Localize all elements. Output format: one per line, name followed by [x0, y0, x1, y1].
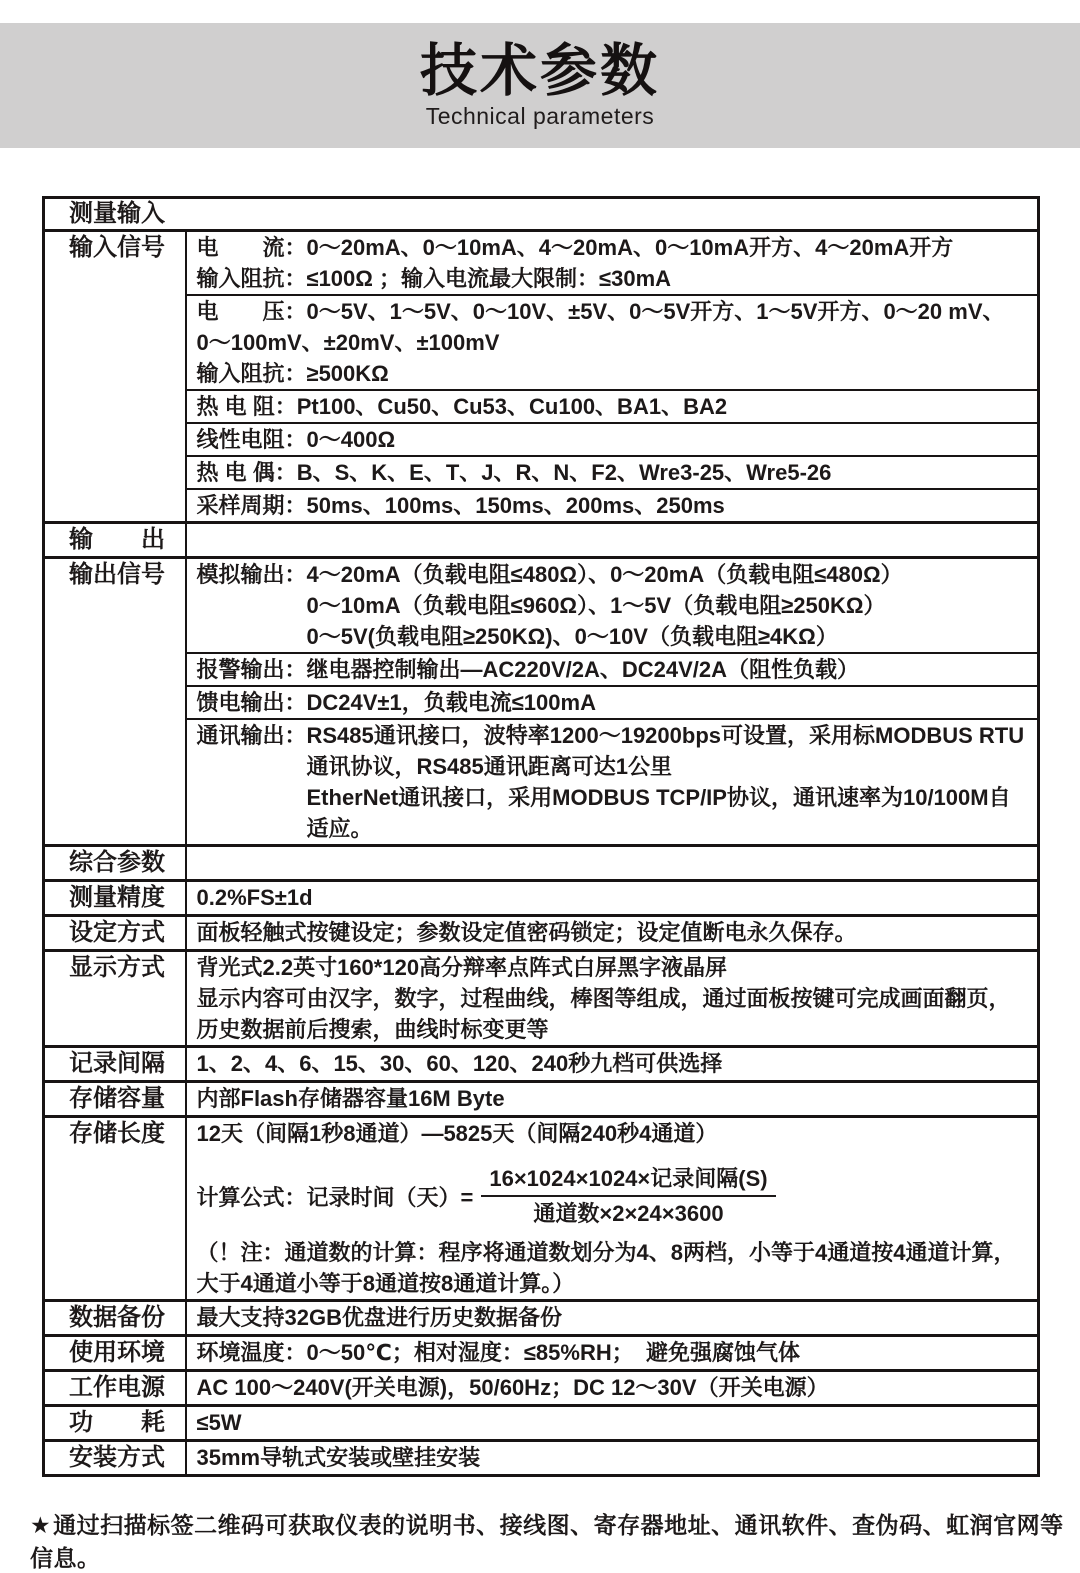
row-value: [186, 1082, 1039, 1117]
content-line: 馈电输出：DC24V±1，负载电流≤100mA: [196, 690, 596, 715]
formula-numerator: 16×1024×1024×记录间隔(S): [481, 1165, 775, 1197]
section-row: [44, 1406, 1039, 1441]
section-row: [44, 489, 1039, 523]
section-row: [44, 653, 1039, 686]
section-row: [44, 951, 1039, 1047]
row-label: 输入信号: [44, 231, 186, 523]
spec-table: [42, 196, 1040, 1477]
row-label: 输 出: [44, 523, 186, 558]
content-line: 背光式2.2英寸160*120高分辩率点阵式白屏黑字液晶屏: [196, 955, 728, 980]
row-label: 存储长度: [44, 1117, 186, 1301]
section-header-row: [44, 198, 1039, 231]
row-value: [186, 295, 1039, 390]
formula-line: [187, 1165, 1038, 1227]
page-subtitle: Technical parameters: [425, 103, 655, 129]
content-line: 内部Flash存储器容量16M Byte: [196, 1086, 505, 1111]
content-line: 电 压：0～5V、1～5V、0～10V、±5V、0～5V开方、1～5V开方、0～20 mV、: [196, 299, 1005, 324]
section-row: [44, 1082, 1039, 1117]
content-line: 显示内容可由汉字，数字，过程曲线，棒图等组成，通过面板按键可完成画面翻页，: [196, 986, 1011, 1011]
content-line: 历史数据前后搜索，曲线时标变更等: [196, 1017, 549, 1042]
content-line: 0～10mA（负载电阻≤960Ω）、1～5V（负载电阻≥250KΩ）: [306, 593, 886, 618]
row-value: [186, 719, 1039, 846]
row-value: [186, 489, 1039, 523]
content-line: 最大支持32GB优盘进行历史数据备份: [196, 1305, 562, 1330]
formula-note: 大于4通道小等于8通道按8通道计算。）: [196, 1271, 575, 1296]
content-line: 0～100mV、±20mV、±100mV: [196, 330, 500, 355]
content-line: 通讯协议，RS485通讯距离可达1公里: [306, 754, 673, 779]
row-label: 使用环境: [44, 1336, 186, 1371]
content-line: AC 100～240V(开关电源)，50/60Hz；DC 12～30V（开关电源）: [196, 1375, 829, 1400]
section-row: [44, 1301, 1039, 1336]
content-line: 面板轻触式按键设定；参数设定值密码锁定；设定值断电永久保存。: [196, 920, 857, 945]
row-value: [186, 1406, 1039, 1441]
row-value: [186, 846, 1039, 881]
content-line: 0～5V(负载电阻≥250KΩ)、0～10V（负载电阻≥4KΩ）: [306, 624, 838, 649]
content-line: 35mm导轨式安装或壁挂安装: [196, 1445, 481, 1470]
section-row: [44, 916, 1039, 951]
content-line: 线性电阻：0～400Ω: [196, 427, 396, 452]
content-line: 电 流：0～20mA、0～10mA、4～20mA、0～10mA开方、4～20mA开方: [196, 235, 954, 260]
row-value: [186, 523, 1039, 558]
formula-prefix: 计算公式：记录时间（天）=: [196, 1184, 474, 1210]
row-value: [186, 558, 1039, 654]
content-line: EtherNet通讯接口，采用MODBUS TCP/IP协议，通讯速率为10/100M自适应。: [306, 785, 1011, 841]
row-value: [186, 390, 1039, 423]
row-label: 数据备份: [44, 1301, 186, 1336]
section-row: [44, 719, 1039, 846]
row-value: [186, 1301, 1039, 1336]
row-value: [186, 1336, 1039, 1371]
row-label: 显示方式: [44, 951, 186, 1047]
section-row: [44, 1047, 1039, 1082]
row-label: 工作电源: [44, 1371, 186, 1406]
section-row: [44, 1441, 1039, 1476]
content-line: 通讯输出：RS485通讯接口，波特率1200～19200bps可设置，采用标MODBUS RTU: [196, 723, 1025, 748]
row-value: [186, 456, 1039, 489]
content-line: ≤5W: [196, 1410, 242, 1435]
page-title: 技术参数: [420, 39, 660, 103]
row-label: 设定方式: [44, 916, 186, 951]
section-row: [44, 558, 1039, 654]
content-line: 模拟输出：4～20mA（负载电阻≤480Ω）、0～20mA（负载电阻≤480Ω）: [196, 562, 903, 587]
row-value: [186, 686, 1039, 719]
row-value: [186, 231, 1039, 296]
footer-note-text: 通过扫描标签二维码可获取仪表的说明书、接线图、寄存器地址、通讯软件、查伪码、虹润官网等信息。: [30, 1512, 1064, 1571]
content-line: 输入阻抗：≤100Ω ；输入电流最大限制：≤30mA: [196, 266, 672, 291]
content-line: 环境温度：0～50℃；相对湿度：≤85%RH； 避免强腐蚀气体: [196, 1340, 800, 1365]
row-value: [186, 1047, 1039, 1082]
formula-denominator: 通道数×2×24×3600: [533, 1201, 724, 1226]
section-row: [44, 1117, 1039, 1301]
content-line: 0.2%FS±1d: [196, 885, 313, 910]
content-line: 报警输出：继电器控制输出—AC220V/2A、DC24V/2A（阻性负载）: [196, 657, 860, 682]
section-row: [44, 686, 1039, 719]
star-icon: ★: [30, 1512, 52, 1538]
section-row: [44, 423, 1039, 456]
content-line: 热 电 阻：Pt100、Cu50、Cu53、Cu100、BA1、BA2: [196, 394, 728, 419]
footer-note: [30, 1507, 1080, 1573]
formula-intro: 12天（间隔1秒8通道）—5825天（间隔240秒4通道）: [196, 1121, 718, 1146]
row-value: [186, 1371, 1039, 1406]
content-line: 1、2、4、6、15、30、60、120、240秒九档可供选择: [196, 1051, 723, 1076]
section-row: [44, 295, 1039, 390]
row-value: [186, 1441, 1039, 1476]
row-label: 测量精度: [44, 881, 186, 916]
row-label: 记录间隔: [44, 1047, 186, 1082]
row-value: [186, 423, 1039, 456]
section-row: [44, 231, 1039, 296]
section-row: [44, 881, 1039, 916]
row-value: [186, 1117, 1039, 1301]
section-row: [44, 390, 1039, 423]
section-row: [44, 1336, 1039, 1371]
row-value: [186, 951, 1039, 1047]
section-row: [44, 456, 1039, 489]
row-label: 功 耗: [44, 1406, 186, 1441]
header-band: [0, 23, 1080, 148]
row-label: 输出信号: [44, 558, 186, 846]
section-header-cell: 测量输入: [44, 198, 1039, 231]
content-line: 输入阻抗：≥500KΩ: [196, 361, 389, 386]
section-row: [44, 523, 1039, 558]
row-value: [186, 916, 1039, 951]
row-value: [186, 653, 1039, 686]
formula-note: （！注：通道数的计算：程序将通道数划分为4、8两档，小等于4通道按4通道计算，: [196, 1240, 1016, 1265]
section-row: [44, 1371, 1039, 1406]
content-line: 热 电 偶：B、S、K、E、T、J、R、N、F2、Wre3-25、Wre5-26: [196, 460, 832, 485]
content-line: 采样周期：50ms、100ms、150ms、200ms、250ms: [196, 493, 725, 518]
row-label: 综合参数: [44, 846, 186, 881]
row-label: 存储容量: [44, 1082, 186, 1117]
section-row: [44, 846, 1039, 881]
row-value: [186, 881, 1039, 916]
row-label: 安装方式: [44, 1441, 186, 1476]
formula-fraction: [481, 1165, 775, 1227]
